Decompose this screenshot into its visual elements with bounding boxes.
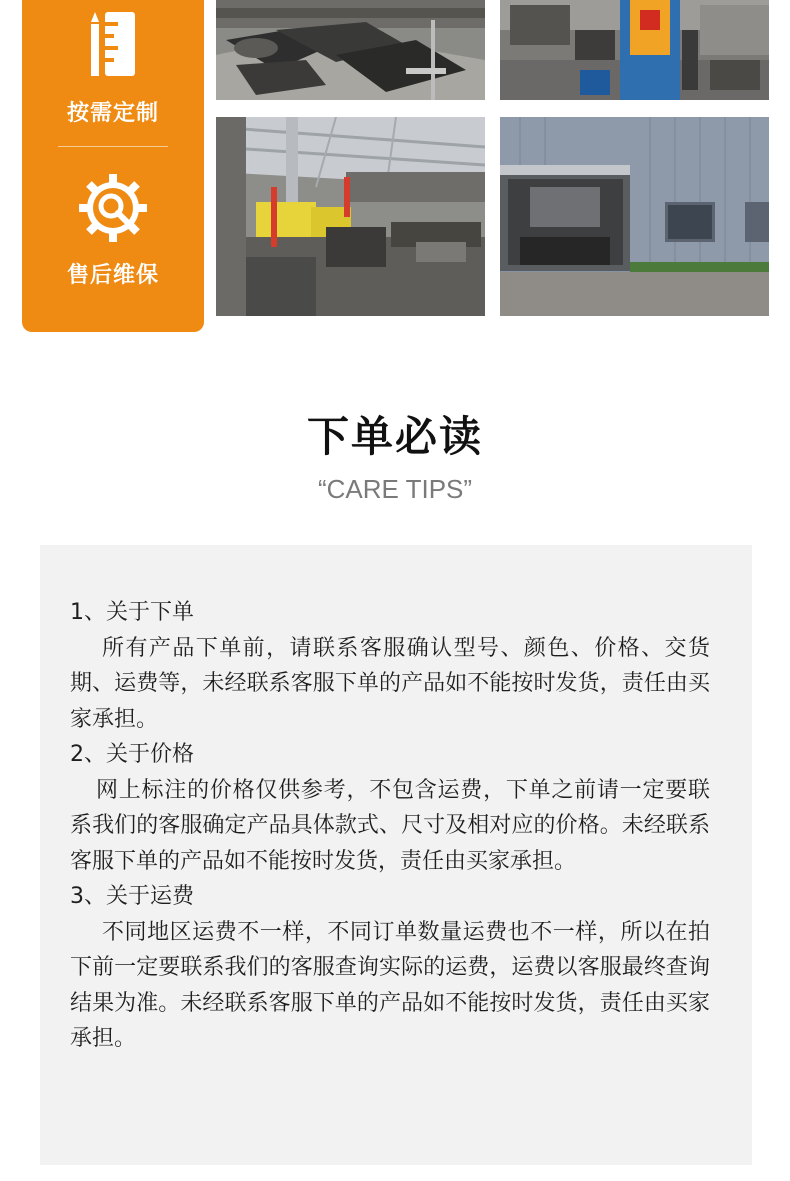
service-custom-order[interactable] [22, 0, 204, 127]
tip-heading-price: 2、关于价格 [70, 742, 194, 767]
section-subtitle: “CARE TIPS” [317, 474, 473, 504]
tip-body-order: 所有产品下单前，请联系客服确认型号、颜色、价格、交货期、运费等，未经联系客服下单的产品如不能按时发货，责任由买家承担。 [70, 635, 710, 732]
service-divider [58, 146, 168, 147]
tip-body-price: 网上标注的价格仅供参考，不包含运费，下单之前请一定要联系我们的客服确定产品具体款式、尺寸及相对应的价格。未经联系客服下单的产品如不能按时发货，责任由买家承担。 [70, 777, 710, 874]
service-label-maintenance: 售后维保 [66, 263, 159, 288]
service-panel [22, 0, 204, 332]
service-maintenance[interactable] [22, 170, 204, 289]
workshop-rubber-parts-photo [216, 0, 485, 100]
section-title: 下单必读 [306, 412, 483, 461]
service-label-custom: 按需定制 [66, 101, 159, 126]
tip-body-shipping: 不同地区运费不一样，不同订单数量运费也不一样，所以在拍下前一定要联系我们的客服查询实际的运费，运费以客服最终查询结果为准。未经联系客服下单的产品如不能按时发货，责任由买家承担。 [70, 919, 710, 1051]
tip-heading-shipping: 3、关于运费 [70, 884, 194, 909]
custom-order-icon [78, 0, 148, 82]
tips-box [40, 545, 752, 1165]
tip-heading-order: 1、关于下单 [70, 600, 194, 625]
factory-interior-photo [216, 117, 485, 316]
factory-exterior-photo [500, 117, 769, 316]
workshop-cutting-machine-photo [500, 0, 769, 100]
maintenance-gear-icon [75, 170, 151, 246]
tips-content [70, 595, 710, 1057]
